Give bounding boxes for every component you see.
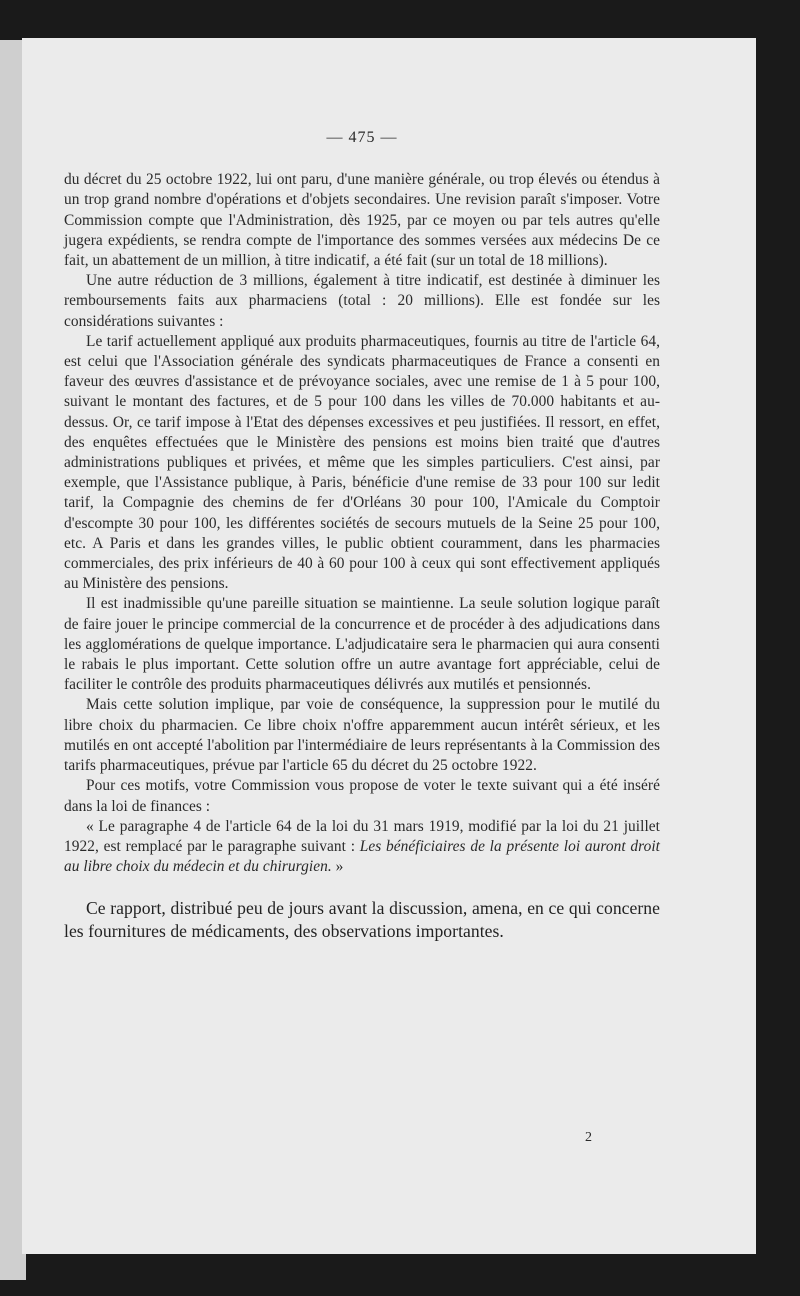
page-body <box>64 128 660 943</box>
page-number: — 475 — <box>326 129 398 146</box>
paragraph: Il est inadmissible qu'une pareille situation se maintienne. La seule solution logique paraît de faire jouer le principe commercial de la concurrence et de procéder à des adjudications dans les agglomérations de quelque importance. L'adjudicataire sera le pharmacien qui aura consenti le rabais le plus important. Cette solution offre un autre avantage fort appréciable, celui de faciliter le contrôle des produits pharmaceutiques délivrés aux mutilés et pensionnés. <box>64 595 660 694</box>
quoted-law-text <box>64 817 660 878</box>
quote-close: » <box>331 858 344 876</box>
quote-italic-text: Les bénéficiaires de la présente loi auront droit au libre choix du médecin et du chirurgien. <box>64 837 660 876</box>
closing-paragraph: Ce rapport, distribué peu de jours avant la discussion, amena, en ce qui concerne les fournitures de médicaments, des observations importantes. <box>64 898 660 942</box>
quote-text: « Le paragraphe 4 de l'article 64 de la loi du 31 mars 1919, modifié par la loi du 21 juillet 1922, est remplacé par le paragraphe suivant : <box>64 817 660 855</box>
paragraph: Le tarif actuellement appliqué aux produits pharmaceutiques, fournis au titre de l'article 64, est celui que l'Association générale des syndicats pharmaceutiques de France a consenti en faveur des œuvres d'assistance et de prévoyance sociales, avec une remise de 1 à 5 pour 100, suivant le montant des factures, et de 5 pour 100 dans les villes de 70.000 habitants et au-dessus. Or, ce tarif impose à l'Etat des dépenses excessives et peu justifiées. Il ressort, en effet, des enquêtes effectuées que le Ministère des pensions est moins bien traité que d'autres administrations publiques et privées, et même que les simples particuliers. C'est ainsi, par exemple, que l'Assistance publique, à Paris, bénéficie d'une remise de 33 pour 100 sur ledit tarif, la Compagnie des chemins de fer d'Orléans 30 pour 100, l'Amicale du Comptoir d'escompte 30 pour 100, les différentes sociétés de secours mutuels de la Seine 25 pour 100, etc. A Paris et dans les grandes villes, le public obtient couramment, dans les pharmacies commerciales, des prix inférieurs de 40 à 60 pour 100 à ceux qui sont effectivement appliqués au Ministère des pensions. <box>64 332 660 593</box>
document-page <box>22 38 756 1254</box>
signature-number: 2 <box>585 1130 592 1145</box>
paragraph: du décret du 25 octobre 1922, lui ont paru, d'une manière générale, ou trop élevés ou étendus à un trop grand nombre d'opérations et d'objets secondaires. Une revision paraît s'imposer. Votre Commission compte que l'Administration, dès 1925, par ce moyen ou par tels autres qu'elle jugera expédients, se rendra compte de l'importance des sommes versées aux médecins De ce fait, un abattement de un million, à titre indicatif, a été fait (sur un total de 18 millions). <box>64 171 660 270</box>
paragraph: Pour ces motifs, votre Commission vous propose de voter le texte suivant qui a été inséré dans la loi de finances : <box>64 777 660 815</box>
paragraph: Une autre réduction de 3 millions, également à titre indicatif, est destinée à diminuer les remboursements faits aux pharmaciens (total : 20 millions). Elle est fondée sur les considérations suivantes : <box>64 272 660 330</box>
paragraph: Mais cette solution implique, par voie de conséquence, la suppression pour le mutilé du libre choix du pharmacien. Ce libre choix n'offre apparemment aucun intérêt sérieux, et les mutilés en ont accepté l'abolition par l'intermédiaire de leurs représentants à la Commission des tarifs pharmaceutiques, prévue par l'article 65 du décret du 25 octobre 1922. <box>64 696 660 775</box>
